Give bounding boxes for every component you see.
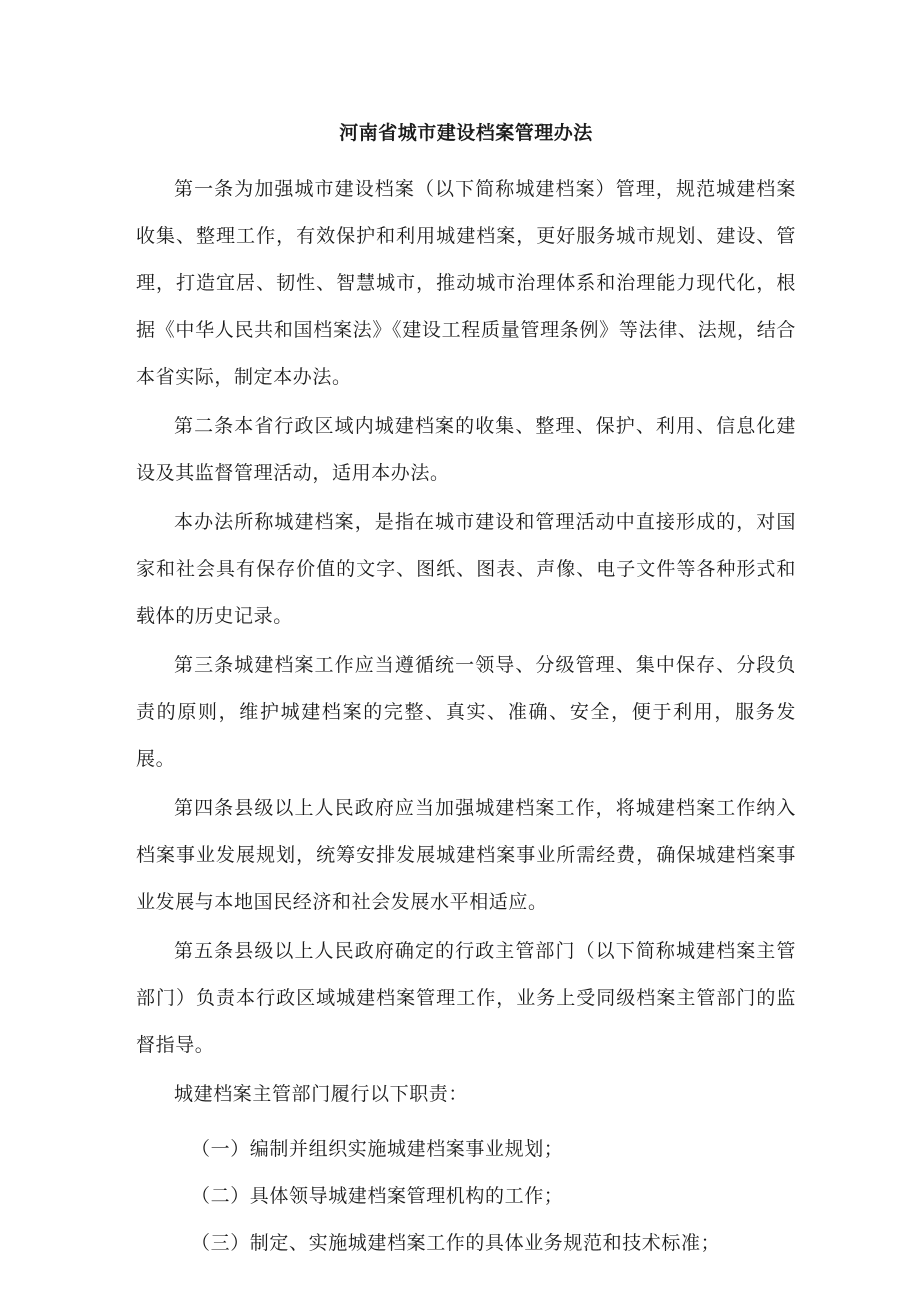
article-4-paragraph: 第四条县级以上人民政府应当加强城建档案工作，将城建档案工作纳入档案事业发展规划，统筹安排发展城建档案事业所需经费，确保城建档案事业发展与本地国民经济和社会发展水平相适应。 [136, 797, 796, 913]
list-item: （二）具体领导城建档案管理机构的工作； [191, 1185, 564, 1207]
document-page [136, 120, 796, 1267]
definition-paragraph: 本办法所称城建档案，是指在城市建设和管理活动中直接形成的，对国家和社会具有保存价值的文字、图纸、图表、声像、电子文件等各种形式和载体的历史记录。 [136, 511, 796, 627]
article-2-paragraph: 第二条本省行政区域内城建档案的收集、整理、保护、利用、信息化建设及其监督管理活动，适用本办法。 [136, 415, 796, 484]
list-item: （三）制定、实施城建档案工作的具体业务规范和技术标准； [191, 1232, 721, 1254]
list-item: （一）编制并组织实施城建档案事业规划； [191, 1138, 564, 1160]
article-3-paragraph: 第三条城建档案工作应当遵循统一领导、分级管理、集中保存、分段负责的原则，维护城建档案的完整、真实、准确、安全，便于利用，服务发展。 [136, 654, 796, 770]
duties-list [136, 1126, 796, 1267]
document-title: 河南省城市建设档案管理办法 [339, 122, 593, 144]
duties-intro-paragraph: 城建档案主管部门履行以下职责： [174, 1083, 469, 1105]
article-5-paragraph: 第五条县级以上人民政府确定的行政主管部门（以下简称城建档案主管部门）负责本行政区域城建档案管理工作，业务上受同级档案主管部门的监督指导。 [136, 940, 796, 1056]
article-1-paragraph: 第一条为加强城市建设档案（以下简称城建档案）管理，规范城建档案收集、整理工作，有效保护和利用城建档案，更好服务城市规划、建设、管理，打造宜居、韧性、智慧城市，推动城市治理体系和治理能力现代化，根据《中华人民共和国档案法》《建设工程质量管理条例》等法律、法规，结合本省实际，制定本办法。 [136, 178, 796, 388]
